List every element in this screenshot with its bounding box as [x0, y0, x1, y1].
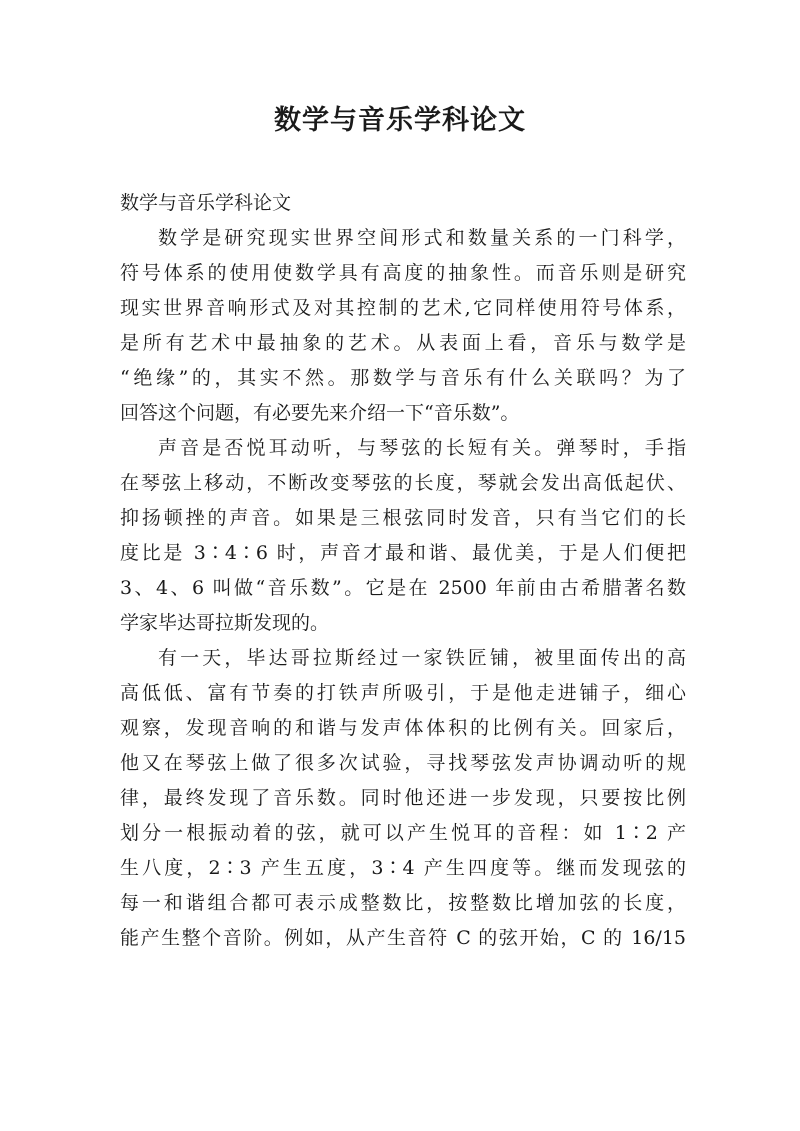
document-title: 数学与音乐学科论文 — [274, 105, 526, 136]
paragraph-line: 抑扬顿挫的声音。如果是三根弦同时发音，只有当它们的长 — [120, 507, 686, 529]
paragraph-line: 回答这个问题，有必要先来介绍一下“音乐数”。 — [120, 402, 520, 424]
paragraph-line: 观察，发现音响的和谐与发声体体积的比例有关。回家后， — [120, 717, 686, 739]
paragraph-line: 能产生整个音阶。例如，从产生音符 C 的弦开始，C 的 16/15 — [120, 927, 686, 949]
paragraph-line: 有一天，毕达哥拉斯经过一家铁匠铺，被里面传出的高 — [158, 647, 686, 669]
paragraph-line: 现实世界音响形式及对其控制的艺术,它同样使用符号体系， — [120, 297, 686, 319]
paragraph-line: 3、4、6 叫做“音乐数”。它是在 2500 年前由古希腊著名数 — [120, 577, 686, 599]
paragraph-line: 律，最终发现了音乐数。同时他还进一步发现，只要按比例 — [120, 787, 686, 809]
body-paragraph — [120, 221, 686, 431]
paragraph-line: 生八度，2∶3 产生五度，3∶4 产生四度等。继而发现弦的 — [120, 857, 686, 879]
document-subtitle: 数学与音乐学科论文 — [120, 192, 292, 214]
document-body — [120, 221, 686, 956]
paragraph-line: 符号体系的使用使数学具有高度的抽象性。而音乐则是研究 — [120, 262, 686, 284]
paragraph-line: 划分一根振动着的弦，就可以产生悦耳的音程：如 1∶2 产 — [120, 822, 686, 844]
paragraph-line: 他又在琴弦上做了很多次试验，寻找琴弦发声协调动听的规 — [120, 752, 686, 774]
paragraph-line: “绝缘”的，其实不然。那数学与音乐有什么关联吗？为了 — [120, 367, 686, 389]
paragraph-line: 高低低、富有节奏的打铁声所吸引，于是他走进铺子，细心 — [120, 682, 686, 704]
paragraph-line: 每一和谐组合都可表示成整数比，按整数比增加弦的长度， — [120, 892, 686, 914]
paragraph-line: 度比是 3∶4∶6 时，声音才最和谐、最优美，于是人们便把 — [120, 542, 686, 564]
body-paragraph — [120, 641, 686, 956]
paragraph-line: 声音是否悦耳动听，与琴弦的长短有关。弹琴时，手指 — [158, 437, 686, 459]
paragraph-line: 是所有艺术中最抽象的艺术。从表面上看，音乐与数学是 — [120, 332, 686, 354]
body-paragraph — [120, 431, 686, 641]
paragraph-line: 在琴弦上移动，不断改变琴弦的长度，琴就会发出高低起伏、 — [120, 472, 686, 494]
paragraph-line: 数学是研究现实世界空间形式和数量关系的一门科学， — [158, 227, 686, 249]
paragraph-line: 学家毕达哥拉斯发现的。 — [120, 612, 330, 634]
